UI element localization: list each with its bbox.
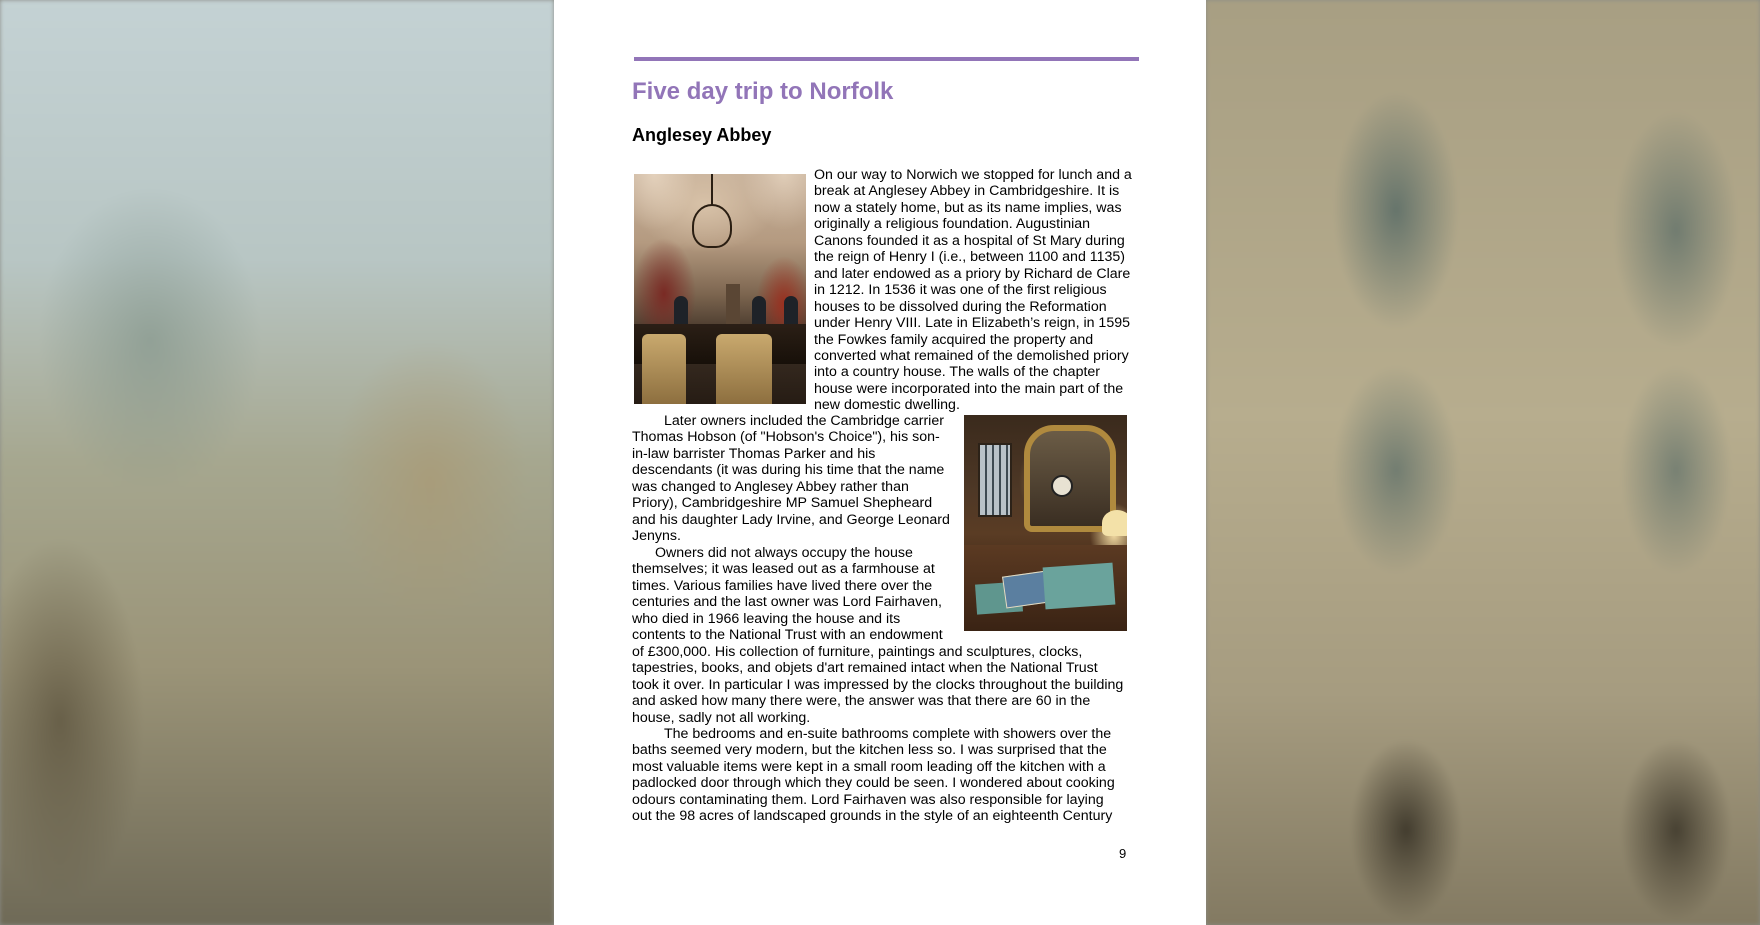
text-line: padlocked door through which they could be seen. I wondered about cooking	[632, 775, 1115, 792]
text-line: originally a religious foundation. Augustinian	[814, 216, 1091, 233]
text-line: under Henry VIII. Late in Elizabeth’s reign, in 1595	[814, 315, 1130, 332]
text-line: and his daughter Lady Irvine, and George Leonard	[632, 511, 950, 528]
text-line: Thomas Hobson (of "Hobson's Choice"), his son-	[632, 429, 940, 446]
text-line: in-law barrister Thomas Parker and his	[632, 445, 876, 462]
text-line: themselves; it was leased out as a farmhouse at	[632, 561, 935, 578]
text-line: the reign of Henry I (i.e., between 1100 and 1135)	[814, 249, 1126, 266]
text-line: Canons founded it as a hospital of St Mary during	[814, 232, 1125, 249]
text-line: Priory), Cambridgeshire MP Samuel Shepheard	[632, 495, 933, 512]
text-line: baths seemed very modern, but the kitchen less so. I was surprised that the	[632, 742, 1107, 759]
page-title: Five day trip to Norfolk	[632, 78, 894, 105]
desk-with-clock-photo	[964, 415, 1127, 631]
text-line: in 1212. In 1536 it was one of the first religious	[814, 282, 1107, 299]
text-line: took it over. In particular I was impressed by the clocks throughout the building	[632, 676, 1124, 693]
blurred-background-left	[0, 0, 554, 925]
text-line: most valuable items were kept in a small room leading off the kitchen with a	[632, 758, 1106, 775]
paragraph-4	[632, 726, 1115, 825]
text-line: house were incorporated into the main part of the	[814, 380, 1124, 397]
text-line: odours contaminating them. Lord Fairhaven was also responsible for laying	[632, 791, 1104, 808]
text-line: converted what remained of the demolished priory	[814, 347, 1129, 364]
text-line: Owners did not always occupy the house	[655, 545, 913, 561]
text-line: break at Anglesey Abbey in Cambridgeshire. It is	[814, 183, 1120, 200]
title-rule	[634, 57, 1139, 61]
text-line: Jenyns.	[632, 528, 681, 545]
text-line: now a stately home, but as its name implies, was	[814, 199, 1122, 216]
text-line: contents to the National Trust with an endowment	[632, 627, 943, 644]
paragraph-2	[632, 413, 950, 545]
text-line: and asked how many there were, the answer was that there are 60 in the	[632, 693, 1091, 710]
text-line: On our way to Norwich we stopped for lunch and a	[814, 167, 1132, 183]
text-line: tapestries, books, and objets d'art remained intact when the National Trust	[632, 660, 1098, 677]
blurred-background-right	[1206, 0, 1760, 925]
text-line: new domestic dwelling.	[814, 397, 960, 414]
text-line: The bedrooms and en-suite bathrooms complete with showers over the	[664, 726, 1112, 742]
text-line: descendants (it was during his time that the name	[632, 462, 945, 479]
section-heading: Anglesey Abbey	[632, 125, 772, 145]
text-line: Later owners included the Cambridge carrier	[664, 413, 944, 429]
page-number: 9	[1119, 846, 1127, 861]
text-line: was changed to Anglesey Abbey rather than	[632, 478, 909, 495]
text-line: into a country house. The walls of the chapter	[814, 364, 1101, 381]
abbey-dining-room-photo	[634, 174, 806, 404]
document-page	[554, 0, 1206, 925]
text-line: the Fowkes family acquired the property and	[814, 331, 1094, 348]
text-line: of £300,000. His collection of furniture, paintings and sculptures, clocks,	[632, 643, 1083, 660]
paragraph-1	[814, 167, 1132, 414]
text-line: house, sadly not all working.	[632, 709, 811, 726]
text-line: who died in 1966 leaving the house and its	[632, 610, 901, 627]
text-line: and later endowed as a priory by Richard de Clare	[814, 265, 1131, 282]
text-line: centuries and the last owner was Lord Fairhaven,	[632, 594, 942, 611]
text-line: out the 98 acres of landscaped grounds in the style of an eighteenth Century	[632, 808, 1113, 825]
text-line: times. Various families have lived there over the	[632, 577, 933, 594]
text-line: houses to be dissolved during the Reformation	[814, 298, 1107, 315]
